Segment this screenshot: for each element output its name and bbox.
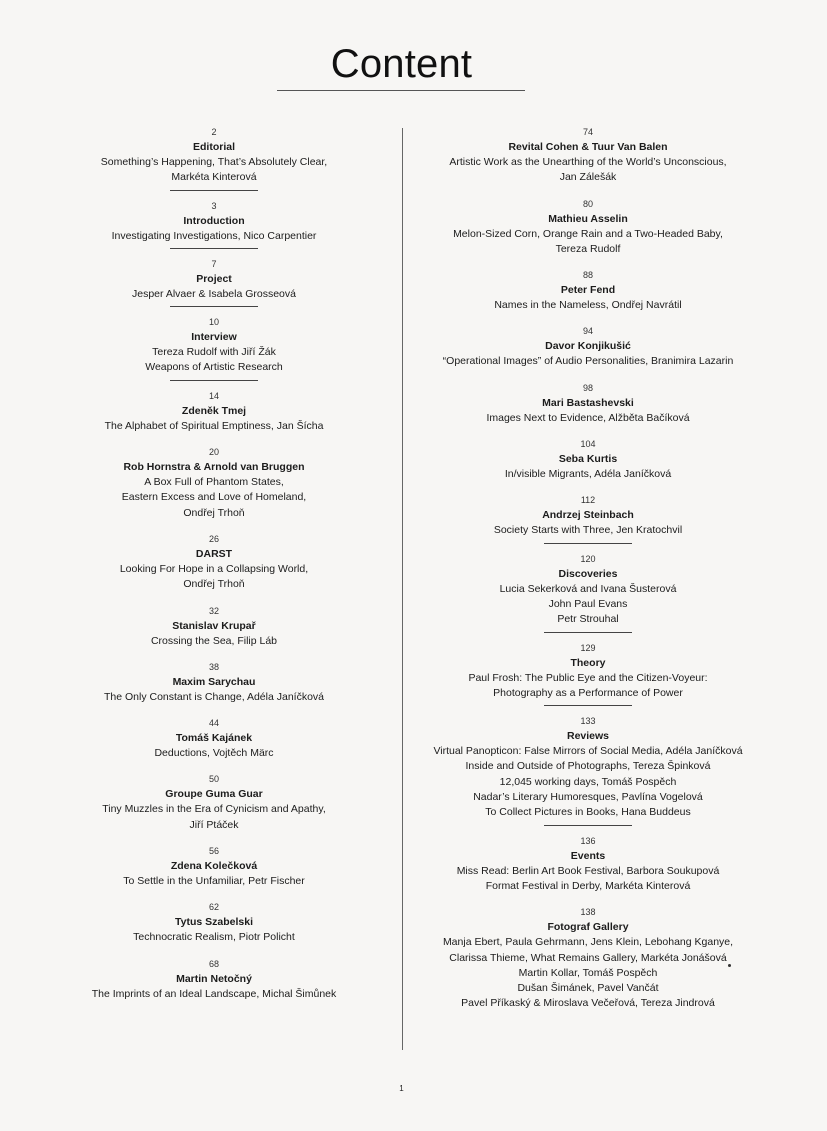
toc-line: Nadar’s Literary Humoresques, Pavlína Vogelová bbox=[473, 791, 703, 804]
toc-line: Technocratic Realism, Piotr Policht bbox=[133, 931, 295, 944]
toc-line: Lucia Sekerková and Ivana Šusterová bbox=[499, 582, 677, 595]
toc-left-column bbox=[70, 127, 358, 1002]
toc-entry bbox=[70, 447, 358, 521]
toc-line: Images Next to Evidence, Alžběta Bačíková bbox=[486, 411, 690, 424]
toc-line: Martin Kollar, Tomáš Pospěch bbox=[518, 966, 658, 979]
toc-page-number: 74 bbox=[582, 127, 593, 137]
section-separator bbox=[170, 248, 258, 249]
toc-page-number: 26 bbox=[208, 533, 219, 544]
toc-heading: Introduction bbox=[183, 214, 245, 227]
toc-heading: Seba Kurtis bbox=[558, 453, 618, 466]
toc-page-number: 80 bbox=[582, 198, 593, 209]
toc-entry bbox=[413, 199, 763, 258]
toc-line: Jiří Ptáček bbox=[189, 818, 239, 831]
toc-line: John Paul Evans bbox=[548, 597, 628, 610]
toc-line: Ondřej Trhoň bbox=[183, 578, 245, 591]
section-separator bbox=[544, 825, 632, 826]
toc-page-number: 20 bbox=[208, 447, 219, 458]
toc-page-number: 50 bbox=[208, 774, 219, 785]
toc-line: A Box Full of Phantom States, bbox=[144, 476, 284, 489]
toc-line: Dušan Šimánek, Pavel Vančát bbox=[517, 982, 659, 995]
toc-line: Jan Zálešák bbox=[559, 171, 617, 184]
toc-page-number: 7 bbox=[211, 258, 217, 269]
toc-line: The Only Constant is Change, Adéla Janíčková bbox=[103, 690, 325, 703]
toc-line: Looking For Hope in a Collapsing World, bbox=[119, 562, 309, 575]
toc-heading: Davor Konjikušić bbox=[545, 340, 631, 353]
toc-entry bbox=[70, 534, 358, 593]
toc-line: Virtual Panopticon: False Mirrors of Social Media, Adéla Janíčková bbox=[433, 745, 743, 758]
toc-line: “Operational Images” of Audio Personalities, Branimira Lazarin bbox=[442, 355, 734, 368]
toc-entry bbox=[413, 439, 763, 482]
toc-line: Miss Read: Berlin Art Book Festival, Barbora Soukupová bbox=[456, 864, 720, 877]
toc-line: Artistic Work as the Unearthing of the World’s Unconscious, bbox=[449, 156, 727, 168]
toc-entry bbox=[70, 846, 358, 889]
toc-heading: Editorial bbox=[192, 141, 235, 153]
toc-heading: Discoveries bbox=[558, 567, 618, 580]
toc-heading: Project bbox=[196, 272, 232, 285]
toc-entry bbox=[70, 127, 358, 191]
toc-entry bbox=[70, 606, 358, 649]
toc-heading: Events bbox=[570, 849, 606, 862]
toc-heading: DARST bbox=[195, 547, 233, 560]
toc-line: 12,045 working days, Tomáš Pospěch bbox=[499, 775, 677, 788]
toc-line: Ondřej Trhoň bbox=[183, 506, 245, 519]
toc-page-number: 120 bbox=[580, 553, 596, 564]
toc-page-number: 129 bbox=[580, 642, 596, 653]
toc-line: In/visible Migrants, Adéla Janíčková bbox=[504, 468, 672, 481]
toc-right-column bbox=[413, 127, 763, 1012]
toc-entry bbox=[413, 907, 763, 1011]
title-underline bbox=[277, 90, 525, 91]
toc-line: Eastern Excess and Love of Homeland, bbox=[121, 491, 307, 504]
toc-page-number: 56 bbox=[208, 846, 219, 857]
toc-heading: Tomáš Kajánek bbox=[175, 732, 253, 745]
toc-page-number: 10 bbox=[208, 317, 219, 328]
toc-heading: Andrzej Steinbach bbox=[542, 509, 634, 522]
speck-mark bbox=[728, 964, 731, 967]
toc-line: Tereza Rudolf with Jiří Žák bbox=[152, 346, 276, 359]
toc-heading: Fotograf Gallery bbox=[547, 921, 629, 934]
toc-entry bbox=[70, 902, 358, 945]
toc-page-number: 14 bbox=[208, 390, 219, 401]
toc-line: Paul Frosh: The Public Eye and the Citizen-Voyeur: bbox=[468, 671, 708, 684]
toc-heading: Interview bbox=[191, 331, 237, 344]
toc-page-number: 68 bbox=[208, 958, 219, 969]
toc-heading: Mathieu Asselin bbox=[548, 212, 628, 225]
toc-heading: Zdeněk Tmej bbox=[181, 404, 247, 417]
toc-entry bbox=[413, 716, 763, 825]
toc-line: Photography as a Performance of Power bbox=[493, 686, 683, 699]
toc-heading: Maxim Sarychau bbox=[172, 675, 256, 688]
toc-heading: Mari Bastashevski bbox=[542, 396, 634, 409]
section-separator bbox=[544, 543, 632, 544]
toc-entry bbox=[413, 127, 763, 186]
toc-line: Crossing the Sea, Filip Láb bbox=[150, 634, 278, 647]
toc-entry bbox=[413, 836, 763, 895]
toc-line: Names in the Nameless, Ondřej Navrátil bbox=[494, 299, 682, 312]
page-title: Content bbox=[330, 42, 473, 86]
column-divider bbox=[402, 128, 403, 1050]
toc-page-number: 62 bbox=[208, 902, 219, 913]
toc-line: Weapons of Artistic Research bbox=[145, 361, 283, 374]
toc-page-number: 32 bbox=[208, 605, 219, 616]
toc-line: Society Starts with Three, Jen Kratochvil bbox=[493, 524, 683, 537]
toc-page-number: 136 bbox=[580, 835, 596, 846]
toc-line: Investigating Investigations, Nico Carpentier bbox=[111, 229, 317, 242]
toc-page-number: 2 bbox=[211, 127, 217, 137]
toc-line: Petr Strouhal bbox=[557, 613, 619, 626]
toc-line: Markéta Kinterová bbox=[171, 171, 257, 184]
toc-heading: Peter Fend bbox=[560, 284, 616, 297]
toc-heading: Theory bbox=[570, 656, 606, 669]
toc-page-number: 98 bbox=[582, 382, 593, 393]
toc-entry bbox=[413, 383, 763, 426]
toc-line: Manja Ebert, Paula Gehrmann, Jens Klein, Lebohang Kganye, bbox=[442, 936, 734, 949]
toc-page-number: 138 bbox=[580, 907, 596, 918]
toc-line: To Settle in the Unfamiliar, Petr Fischer bbox=[123, 875, 305, 888]
toc-heading: Reviews bbox=[566, 730, 610, 743]
toc-heading: Rob Hornstra & Arnold van Bruggen bbox=[123, 461, 305, 474]
toc-heading: Zdena Kolečková bbox=[170, 860, 258, 873]
toc-entry bbox=[70, 662, 358, 705]
toc-entry bbox=[413, 554, 763, 633]
toc-line: The Imprints of an Ideal Landscape, Michal Šimůnek bbox=[91, 987, 337, 1000]
toc-page-number: 94 bbox=[582, 326, 593, 337]
toc-page-number: 112 bbox=[580, 495, 596, 506]
toc-heading: Groupe Guma Guar bbox=[165, 788, 263, 801]
toc-entry bbox=[413, 495, 763, 543]
section-separator bbox=[544, 632, 632, 633]
toc-page-number: 104 bbox=[580, 439, 596, 450]
toc-entry bbox=[413, 643, 763, 707]
toc-line: Clarissa Thieme, What Remains Gallery, Markéta Jonášová bbox=[449, 951, 727, 964]
toc-entry bbox=[70, 317, 358, 381]
toc-entry bbox=[413, 326, 763, 369]
section-separator bbox=[544, 705, 632, 706]
toc-line: Format Festival in Derby, Markéta Kinterová bbox=[485, 879, 691, 892]
toc-heading: Stanislav Krupař bbox=[172, 619, 256, 632]
toc-entry bbox=[70, 201, 358, 249]
toc-line: Inside and Outside of Photographs, Tereza Špinková bbox=[465, 760, 711, 773]
toc-heading: Tytus Szabelski bbox=[174, 916, 253, 929]
toc-line: Tiny Muzzles in the Era of Cynicism and Apathy, bbox=[102, 803, 326, 816]
toc-heading: Martin Netočný bbox=[176, 972, 252, 985]
toc-page-number: 133 bbox=[580, 716, 596, 727]
toc-entry bbox=[70, 718, 358, 761]
toc-page-number: 88 bbox=[582, 270, 593, 281]
toc-line: Melon-Sized Corn, Orange Rain and a Two-Headed Baby, bbox=[453, 227, 723, 240]
toc-entry bbox=[413, 270, 763, 313]
toc-entry bbox=[70, 391, 358, 434]
section-separator bbox=[170, 190, 258, 191]
toc-heading: Revital Cohen & Tuur Van Balen bbox=[508, 141, 668, 153]
page-number: 1 bbox=[399, 1084, 404, 1093]
toc-line: Pavel Příkaský & Miroslava Večeřová, Tereza Jindrová bbox=[461, 997, 715, 1010]
toc-page-number: 38 bbox=[208, 661, 219, 672]
section-separator bbox=[170, 306, 258, 307]
toc-page-number: 44 bbox=[208, 718, 219, 729]
toc-entry bbox=[70, 259, 358, 307]
toc-line: To Collect Pictures in Books, Hana Buddeus bbox=[485, 806, 691, 819]
toc-line: Tereza Rudolf bbox=[555, 242, 621, 255]
toc-entry bbox=[70, 959, 358, 1002]
section-separator bbox=[170, 380, 258, 381]
toc-page-number: 3 bbox=[211, 200, 217, 211]
toc-line: Jesper Alvaer & Isabela Grosseová bbox=[131, 287, 296, 300]
toc-line: Something’s Happening, That’s Absolutely Clear, bbox=[100, 156, 328, 168]
toc-line: Deductions, Vojtěch Märc bbox=[154, 747, 274, 760]
toc-line: The Alphabet of Spiritual Emptiness, Jan Šícha bbox=[104, 419, 324, 432]
toc-entry bbox=[70, 774, 358, 833]
